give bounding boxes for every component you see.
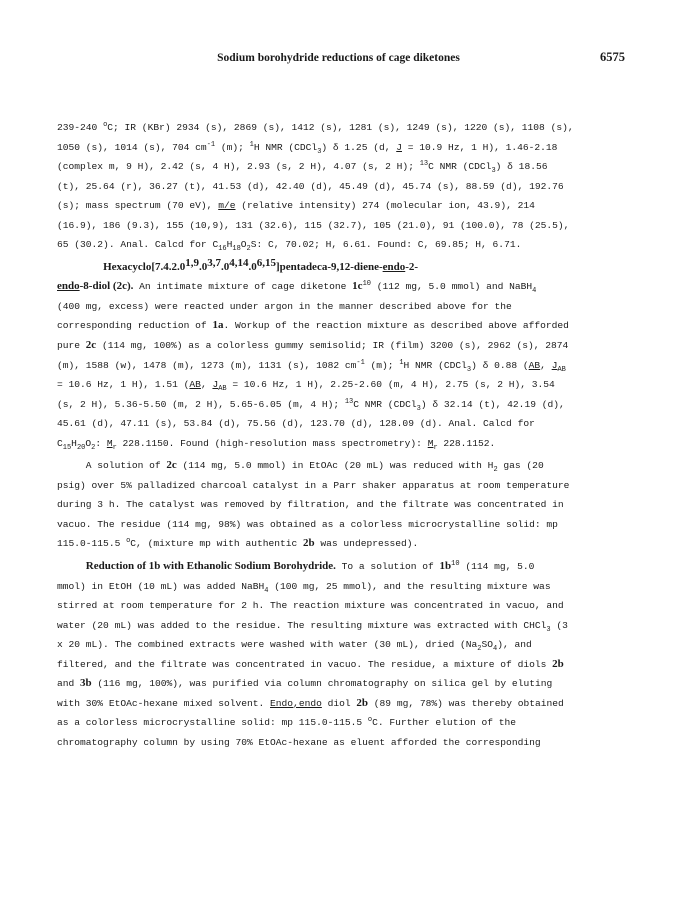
- text-segment: 228.1150. Found (high-resolution mass spectrometry):: [116, 437, 428, 449]
- text-segment: m/e: [218, 200, 236, 212]
- text-segment: To a solution of: [335, 561, 440, 573]
- bold-text: 1a: [212, 319, 224, 332]
- text-segment: (t), 25.64 (r), 36.27 (t), 41.53 (d), 42.40 (d), 45.49 (d), 45.74 (s), 88.59 (d), 192.76: [57, 180, 564, 192]
- text-segment: . Workup of the reaction mixture as described above afforded: [223, 320, 569, 332]
- text-line: [57, 596, 627, 616]
- text-line: [57, 277, 627, 297]
- text-line: [57, 336, 627, 356]
- subscript: 2: [493, 466, 498, 475]
- text-line: [57, 297, 627, 317]
- text-segment: 239-240: [57, 122, 104, 133]
- text-segment: H: [226, 239, 233, 251]
- text-segment: (89 mg, 78%) was thereby obtained: [368, 697, 564, 709]
- bold-text: 2b: [356, 696, 369, 709]
- text-segment: = 10.9 Hz, 1 H), 1.46-2.18: [402, 141, 558, 153]
- text-segment: (16.9), 186 (9.3), 155 (10,9), 131 (32.6), 115 (32.7), 105 (21.0), 91 (100.0), 78 (25.5),: [57, 219, 570, 231]
- text-segment: (114 mg, 5.0 mmol) in EtOAc (20 mL) was reduced with H: [176, 460, 494, 472]
- superscript: o: [103, 120, 108, 129]
- text-line: [57, 456, 627, 476]
- text-line: [57, 395, 627, 415]
- bold-text: 1c: [352, 280, 363, 293]
- subscript: 3: [317, 147, 322, 156]
- bold-text: .0: [248, 260, 257, 273]
- superscript: 6,15: [256, 256, 276, 269]
- text-segment: H: [71, 437, 77, 449]
- superscript: -1: [206, 140, 216, 149]
- text-segment: mmol) in EtOH (10 mL) was added NaBH: [57, 580, 265, 592]
- subscript: 16: [218, 245, 227, 254]
- text-segment: = 10.6 Hz, 1 H), 1.51 (: [57, 379, 190, 391]
- subscript: 3: [466, 365, 472, 374]
- text-segment: (s, 2 H), 5.36-5.50 (m, 2 H), 5.65-6.05 (m, 4 H);: [57, 398, 345, 410]
- superscript: 13: [344, 397, 354, 406]
- text-line: [57, 375, 627, 395]
- text-segment: (116 mg, 100%), was purified via column chromatography on silica gel by eluting: [91, 678, 553, 690]
- text-segment: J: [396, 141, 402, 153]
- text-segment: during 3 h. The catalyst was removed by filtration, and the filtrate was concentrated in: [57, 499, 564, 511]
- text-segment: diol: [321, 697, 357, 709]
- text-segment: (m);: [215, 141, 250, 153]
- subscript: 3: [491, 167, 496, 175]
- bold-text: -2-: [405, 260, 419, 273]
- text-segment: :: [95, 437, 107, 449]
- text-segment: = 10.6 Hz, 1 H), 2.25-2.60 (m, 4 H), 2.75 (s, 2 H), 3.54: [226, 379, 555, 391]
- bold-text: endo: [382, 260, 406, 273]
- text-line: [57, 316, 627, 336]
- text-segment: 115.0-115.5: [57, 538, 127, 550]
- text-line: [57, 157, 627, 177]
- running-title: Sodium borohydride reductions of cage diketones: [217, 52, 460, 64]
- text-line: [57, 635, 627, 655]
- bold-text: 3b: [80, 677, 92, 690]
- text-segment: J: [212, 379, 219, 391]
- text-segment: (m);: [364, 359, 400, 371]
- subscript: r: [112, 443, 117, 452]
- subscript: AB: [218, 385, 227, 394]
- text-line: [57, 476, 627, 496]
- text-segment: vacuo. The residue (114 mg, 98%) was obtained as a colorless microcrystalline solid: mp: [57, 518, 558, 530]
- text-segment: ) δ 0.88 (: [471, 359, 529, 371]
- text-segment: x 20 mL). The combined extracts were washed with water (30 mL), dried (Na: [57, 639, 478, 651]
- text-segment: H NMR (CDCl: [253, 141, 318, 153]
- text-segment: (complex m, 9 H), 2.42 (s, 4 H), 2.93 (s, 2 H), 4.07 (s, 2 H);: [57, 161, 420, 173]
- text-segment: A solution of: [57, 460, 167, 472]
- superscript: 1: [399, 358, 404, 367]
- article-body: [57, 118, 627, 753]
- text-segment: water (20 mL) was added to the residue. The resulting mixture was extracted with CHCl: [57, 619, 547, 631]
- text-segment: H NMR (CDCl: [403, 359, 467, 371]
- text-segment: (100 mg, 25 mmol), and the resulting mixture was: [268, 580, 551, 592]
- subscript: AB: [557, 365, 566, 374]
- superscript: 10: [451, 559, 460, 568]
- text-segment: (114 mg, 100%) as a colorless gummy semisolid; IR (film) 3200 (s), 2962 (s), 2874: [96, 340, 569, 352]
- text-line: [57, 356, 627, 376]
- page-header: [0, 50, 677, 70]
- bold-text: 1b: [439, 560, 452, 573]
- text-line: [57, 694, 627, 714]
- superscript: 10: [362, 280, 371, 289]
- text-line: [57, 557, 627, 577]
- superscript: o: [367, 716, 373, 725]
- text-segment: (relative intensity) 274 (molecular ion, 43.9), 214: [235, 200, 535, 212]
- text-line: [57, 577, 627, 597]
- text-segment: psig) over 5% palladized charcoal catalyst in a Parr shaker apparatus at room temperature: [57, 479, 570, 491]
- text-segment: with 30% EtOAc-hexane mixed solvent.: [57, 697, 271, 709]
- text-line: [57, 495, 627, 515]
- subscript: r: [433, 443, 438, 452]
- text-segment: ), and: [497, 639, 532, 651]
- text-line: [57, 138, 627, 158]
- subscript: 3: [416, 404, 421, 413]
- text-line: [57, 216, 627, 236]
- text-segment: ) δ 18.56: [495, 161, 548, 173]
- text-line: [57, 258, 627, 278]
- subscript: 4: [264, 586, 269, 595]
- text-segment: M: [427, 437, 434, 449]
- subscript: 3: [546, 625, 551, 634]
- text-segment: O: [240, 239, 247, 251]
- subscript: 20: [76, 443, 86, 452]
- text-line: [57, 534, 627, 554]
- text-segment: [57, 262, 103, 273]
- text-segment: chromatography column by using 70% EtOAc-hexane as eluent afforded the corresponding: [57, 736, 541, 748]
- superscript: 13: [419, 159, 429, 168]
- bold-text: .0: [199, 260, 208, 273]
- superscript: 1: [249, 140, 254, 149]
- text-segment: ,: [200, 379, 213, 391]
- text-segment: C; IR (KBr) 2934 (s), 2869 (s), 1412 (s), 1281 (s), 1249 (s), 1220 (s), 1108 (s),: [107, 122, 574, 133]
- text-line: [57, 616, 627, 636]
- text-segment: (3: [550, 619, 568, 631]
- text-line: [57, 235, 627, 255]
- text-segment: 228.1152.: [437, 437, 496, 449]
- bold-text: ]pentadeca-9,12-diene-: [276, 260, 383, 273]
- bold-text: endo: [57, 280, 80, 293]
- text-segment: SO: [481, 639, 493, 651]
- superscript: -1: [356, 358, 365, 367]
- text-segment: as a colorless microcrystalline solid: mp 115.0-115.5: [57, 717, 368, 729]
- text-segment: pure: [57, 340, 86, 352]
- subscript: 2: [477, 645, 482, 654]
- text-segment: and: [57, 678, 81, 690]
- text-line: [57, 655, 627, 675]
- subscript: 4: [532, 287, 537, 296]
- text-segment: 45.61 (d), 47.11 (s), 53.84 (d), 75.56 (d), 123.70 (d), 128.09 (d). Anal. Calcd for: [57, 418, 535, 430]
- text-segment: was undepressed).: [314, 538, 419, 550]
- text-segment: 65 (30.2). Anal. Calcd for C: [57, 239, 219, 251]
- text-line: [57, 196, 627, 216]
- text-segment: C. Further elution of the: [372, 717, 517, 729]
- text-line: [57, 733, 627, 753]
- text-segment: corresponding reduction of: [57, 320, 213, 332]
- text-segment: C NMR (CDCl: [428, 161, 492, 173]
- text-segment: 1050 (s), 1014 (s), 704 cm: [57, 141, 207, 153]
- text-segment: (s); mass spectrum (70 eV),: [57, 200, 219, 212]
- text-segment: AB: [189, 379, 201, 391]
- text-segment: (400 mg, excess) were reacted under argon in the manner described above for the: [57, 300, 512, 312]
- text-segment: AB: [528, 359, 541, 371]
- text-segment: ) δ 1.25 (d,: [321, 141, 397, 153]
- text-segment: J: [551, 359, 558, 371]
- text-segment: C NMR (CDCl: [353, 398, 417, 410]
- subscript: 4: [493, 645, 498, 654]
- text-line: [57, 414, 627, 434]
- text-segment: C, (mixture mp with authentic: [130, 538, 304, 550]
- bold-text: 2b: [552, 657, 564, 670]
- bold-text: 2c: [85, 339, 97, 352]
- bold-text: 2c: [166, 459, 177, 472]
- text-segment: [57, 561, 86, 572]
- bold-text: Reduction of 1b with Ethanolic Sodium Borohydride.: [85, 560, 336, 573]
- text-segment: (112 mg, 5.0 mmol) and NaBH: [370, 281, 533, 293]
- text-line: [57, 674, 627, 694]
- text-segment: O: [85, 437, 92, 449]
- superscript: 3,7: [207, 256, 221, 269]
- text-segment: S: C, 70.02; H, 6.61. Found: C, 69.85; H, 6.71.: [250, 239, 522, 251]
- text-segment: ,: [540, 359, 552, 371]
- text-line: [57, 713, 627, 733]
- subscript: 2: [91, 443, 96, 452]
- text-line: [57, 177, 627, 197]
- text-segment: (114 mg, 5.0: [459, 561, 535, 573]
- text-segment: filtered, and the filtrate was concentrated in vacuo. The residue, a mixture of diols: [57, 658, 553, 670]
- superscript: 4,14: [229, 256, 249, 269]
- text-segment: ) δ 32.14 (t), 42.19 (d),: [420, 398, 565, 410]
- bold-text: 2b: [303, 537, 315, 550]
- superscript: 1,9: [185, 256, 199, 269]
- bold-text: Hexacyclo[7.4.2.0: [103, 260, 186, 273]
- subscript: 15: [62, 443, 72, 452]
- text-line: [57, 118, 627, 138]
- text-segment: stirred at room temperature for 2 h. The reaction mixture was concentrated in vacuo, and: [57, 600, 564, 612]
- bold-text: .0: [221, 260, 230, 273]
- text-line: [57, 515, 627, 535]
- text-segment: C: [57, 437, 63, 449]
- superscript: o: [126, 537, 131, 546]
- text-segment: gas (20: [497, 460, 544, 472]
- text-segment: (m), 1588 (w), 1478 (m), 1273 (m), 1131 (s), 1082 cm: [57, 359, 357, 371]
- text-line: [57, 434, 627, 454]
- text-segment: An intimate mixture of cage diketone: [133, 281, 353, 293]
- text-segment: Endo,endo: [270, 697, 322, 709]
- subscript: 18: [232, 245, 241, 254]
- page-number: 6575: [600, 50, 625, 64]
- bold-text: -8-diol (2c).: [79, 280, 134, 293]
- subscript: 2: [246, 245, 251, 254]
- text-segment: M: [106, 437, 113, 449]
